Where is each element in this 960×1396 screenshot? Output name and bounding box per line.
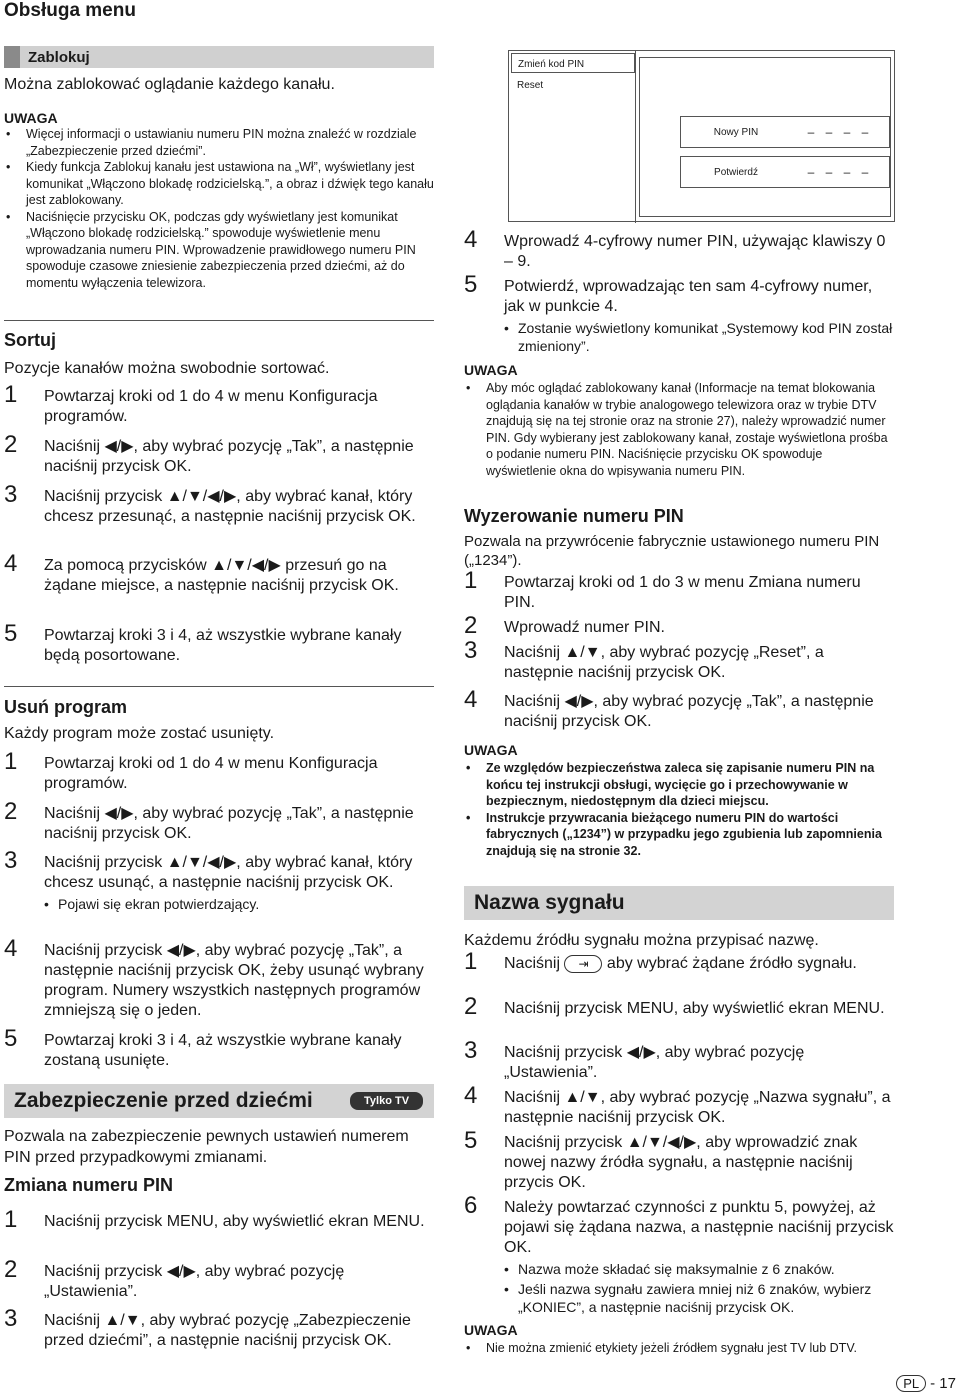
divider	[4, 686, 434, 687]
zmiana-step-1: 1 Naciśnij przycisk MENU, aby wyświetlić ekran MENU.	[4, 1206, 425, 1233]
pin-notes	[464, 380, 894, 479]
wyz-step-1: 1 Powtarzaj kroki od 1 do 3 w menu Zmiana numeru PIN.	[464, 567, 861, 611]
usun-intro: Każdy program może zostać usunięty.	[4, 725, 275, 742]
sortuj-step-5: 5 Powtarzaj kroki 3 i 4, aż wszystkie wybrane kanały będą posortowane.	[4, 620, 402, 664]
zablokuj-intro: Można zablokować oglądanie każdego kanału.	[4, 76, 335, 93]
nazwa-bar	[464, 886, 894, 920]
pin-note-head: UWAGA	[464, 362, 518, 378]
divider	[4, 320, 434, 321]
usun-step-5: 5 Powtarzaj kroki 3 i 4, aż wszystkie wybrane kanały zostaną usunięte.	[4, 1025, 402, 1069]
note-item: • Nie można zmienić etykiety jeżeli źródłem sygnału jest TV lub DTV.	[466, 1341, 857, 1355]
note-item: • Więcej informacji o ustawianiu numeru PIN można znaleźć w rozdziale „Zabezpieczenie przed dziećmi”.	[6, 127, 417, 158]
new-pin-value: – – – –	[807, 125, 873, 139]
wyz-note-head: UWAGA	[464, 742, 518, 758]
page-number: - 17	[930, 1375, 956, 1392]
confirm-pin-label: Potwierdź	[714, 166, 758, 178]
page-footer	[896, 1375, 956, 1392]
pin-menu	[509, 51, 636, 223]
usun-title: Usuń program	[4, 697, 128, 717]
nazwa-title: Nazwa sygnału	[474, 891, 625, 914]
zabezpieczenie-intro: Pozwala na zabezpieczenie pewnych ustawień numerem PIN przed przypadkowymi zmianami.	[4, 1128, 409, 1166]
new-pin-field[interactable]	[680, 116, 890, 148]
note-item: • Ze względów bezpieczeństwa zaleca się zapisanie numeru PIN na końcu tej instrukcji obsługi, wycięcie go i przechowywanie w bezpiecznym, niedostępnym dla dzieci miejscu.	[466, 761, 875, 808]
wyzerowanie-intro: Pozwala na przywrócenie fabrycznie ustawionego numeru PIN („1234”).	[464, 533, 880, 569]
wyz-notes	[464, 760, 894, 859]
tylko-tv-badge: Tylko TV	[350, 1092, 423, 1110]
nazwa-step-5: 5 Naciśnij przycisk ▲/▼/◀/▶, aby wprowadzić znak nowej nazwy źródła sygnału, a następnie naciśnij przycis OK.	[464, 1127, 858, 1191]
pin-panel	[639, 57, 891, 217]
sortuj-step-3: 3 Naciśnij przycisk ▲/▼/◀/▶, aby wybrać kanał, który chcesz przesunąć, a następnie naciśnij przycisk OK.	[4, 481, 416, 525]
wyzerowanie-title: Wyzerowanie numeru PIN	[464, 506, 684, 526]
sortuj-title: Sortuj	[4, 330, 56, 350]
usun-step-1: 1 Powtarzaj kroki od 1 do 4 w menu Konfiguracja programów.	[4, 748, 378, 792]
nazwa-notes	[464, 1340, 894, 1357]
wyz-step-2: 2 Wprowadź numer PIN.	[464, 612, 665, 639]
nazwa-step-6: 6 Należy powtarzać czynności z punktu 5, powyżej, aż pojawi się żądana nazwa, a następnie naciśnij przycisk OK. • Nazwa może składać się maksymalnie z 6 znaków. • Jeśli nazwa sygnału zawiera mniej niż 6 znaków, wybierz „KONIEC”, a następnie naciśnij przycisk OK.	[464, 1192, 894, 1315]
nazwa-step-3: 3 Naciśnij przycisk ◀/▶, aby wybrać pozycję „Ustawienia”.	[464, 1037, 805, 1081]
nazwa-step-4: 4 Naciśnij ▲/▼, aby wybrać pozycję „Nazwa sygnału”, a następnie naciśnij przycisk OK.	[464, 1082, 891, 1126]
zablokuj-notes	[4, 126, 434, 291]
note-item: • Instrukcje przywracania bieżącego numeru PIN do wartości fabrycznych („1234”) w przypadku jego zgubienia lub zapomnienia znajdują się na stronie 32.	[466, 810, 882, 858]
menu-item-reset[interactable]: Reset	[517, 80, 544, 91]
note-item: • Aby móc oglądać zablokowany kanał (Informacje na temat blokowania oglądania kanałów w trybie analogowego telewizora oraz w trybie DTV znajdują się na tej stronie oraz na stronie 27), należy wprowadzić numer PIN. Gdy wybierany jest zablokowany kanał, zostaje wyświetlona prośba o podanie numeru PIN. Naciśnięcie przycisku OK spowoduje wyświetlenie okna do wpisywania numeru PIN.	[466, 381, 888, 478]
zabezpieczenie-title: Zabezpieczenie przed dziećmi	[14, 1089, 313, 1112]
confirm-pin-field[interactable]	[680, 156, 890, 188]
nazwa-note-head: UWAGA	[464, 1322, 518, 1338]
zmiana-step-2: 2 Naciśnij przycisk ◀/▶, aby wybrać pozycję „Ustawienia”.	[4, 1256, 345, 1300]
nazwa-step-2: 2 Naciśnij przycisk MENU, aby wyświetlić ekran MENU.	[464, 993, 885, 1020]
zmiana-step-5: 5 Potwierdź, wprowadzając ten sam 4-cyfrowy numer, jak w punkcie 4. • Zostanie wyświetlony komunikat „Systemowy kod PIN został zmieniony”.	[464, 271, 893, 354]
nazwa-step-1: 1 Naciśnij ⇥ aby wybrać żądane źródło sygnału.	[464, 948, 857, 975]
sortuj-step-2: 2 Naciśnij ◀/▶, aby wybrać pozycję „Tak”, a następnie naciśnij przycisk OK.	[4, 431, 414, 475]
note-item: • Naciśnięcie przycisku OK, podczas gdy wyświetlany jest komunikat „Włączono blokadę rodzicielską.” spowoduje wyświetlenie menu wprowadzania numeru PIN. Wprowadzenie prawidłowego numeru PIN spowoduje czasowe zniesienie zabezpieczenia przed dziećmi, aż do momentu wyłączenia telewizora.	[6, 209, 416, 290]
wyz-step-3: 3 Naciśnij ▲/▼, aby wybrać pozycję „Reset”, a następnie naciśnij przycisk OK.	[464, 637, 824, 681]
wyz-step-4: 4 Naciśnij ◀/▶, aby wybrać pozycję „Tak”, a następnie naciśnij przycisk OK.	[464, 686, 874, 730]
language-badge: PL	[896, 1375, 926, 1392]
usun-step-2: 2 Naciśnij ◀/▶, aby wybrać pozycję „Tak”, a następnie naciśnij przycisk OK.	[4, 798, 414, 842]
bar-square-icon	[4, 46, 20, 68]
nazwa-intro: Każdemu źródłu sygnału można przypisać nazwę.	[464, 932, 819, 949]
confirm-pin-value: – – – –	[807, 165, 873, 179]
sortuj-step-4: 4 Za pomocą przycisków ▲/▼/◀/▶ przesuń go na żądane miejsce, a następnie naciśnij przycisk OK.	[4, 550, 399, 594]
note-item: • Kiedy funkcja Zablokuj kanału jest ustawiona na „Wł”, wyświetlany jest komunikat „Włączono blokadę rodzicielską.”, a obraz i dźwięk tego kanału jest zablokowany.	[6, 160, 434, 207]
zmiana-step-3: 3 Naciśnij ▲/▼, aby wybrać pozycję „Zabezpieczenie przed dziećmi”, a następnie naciśnij przycisk OK.	[4, 1305, 411, 1349]
sortuj-step-1: 1 Powtarzaj kroki od 1 do 4 w menu Konfiguracja programów.	[4, 381, 378, 425]
new-pin-label: Nowy PIN	[713, 126, 759, 138]
zmiana-pin-title: Zmiana numeru PIN	[4, 1175, 174, 1195]
sortuj-intro: Pozycje kanałów można swobodnie sortować.	[4, 360, 330, 377]
zablokuj-bar	[4, 46, 434, 68]
page-title: Obsługa menu	[4, 0, 136, 21]
input-source-icon: ⇥	[564, 955, 602, 973]
usun-step-3: 3 Naciśnij przycisk ▲/▼/◀/▶, aby wybrać kanał, który chcesz usunąć, a następnie naciśnij przycisk OK. • Pojawi się ekran potwierdzający.	[4, 847, 413, 912]
menu-item-change-pin[interactable]: Zmień kod PIN	[511, 53, 635, 73]
zablokuj-title: Zablokuj	[28, 48, 90, 66]
usun-step-4: 4 Naciśnij przycisk ◀/▶, aby wybrać pozycję „Tak”, a następnie naciśnij przycisk OK, żeby usunąć wybrany program. Numery wszystkich następnych programów zmniejszą się o jeden.	[4, 935, 424, 1019]
zmiana-step-4: 4 Wprowadź 4-cyfrowy numer PIN, używając klawiszy 0 – 9.	[464, 226, 886, 270]
zablokuj-note-head: UWAGA	[4, 110, 58, 126]
pin-dialog	[508, 50, 895, 222]
